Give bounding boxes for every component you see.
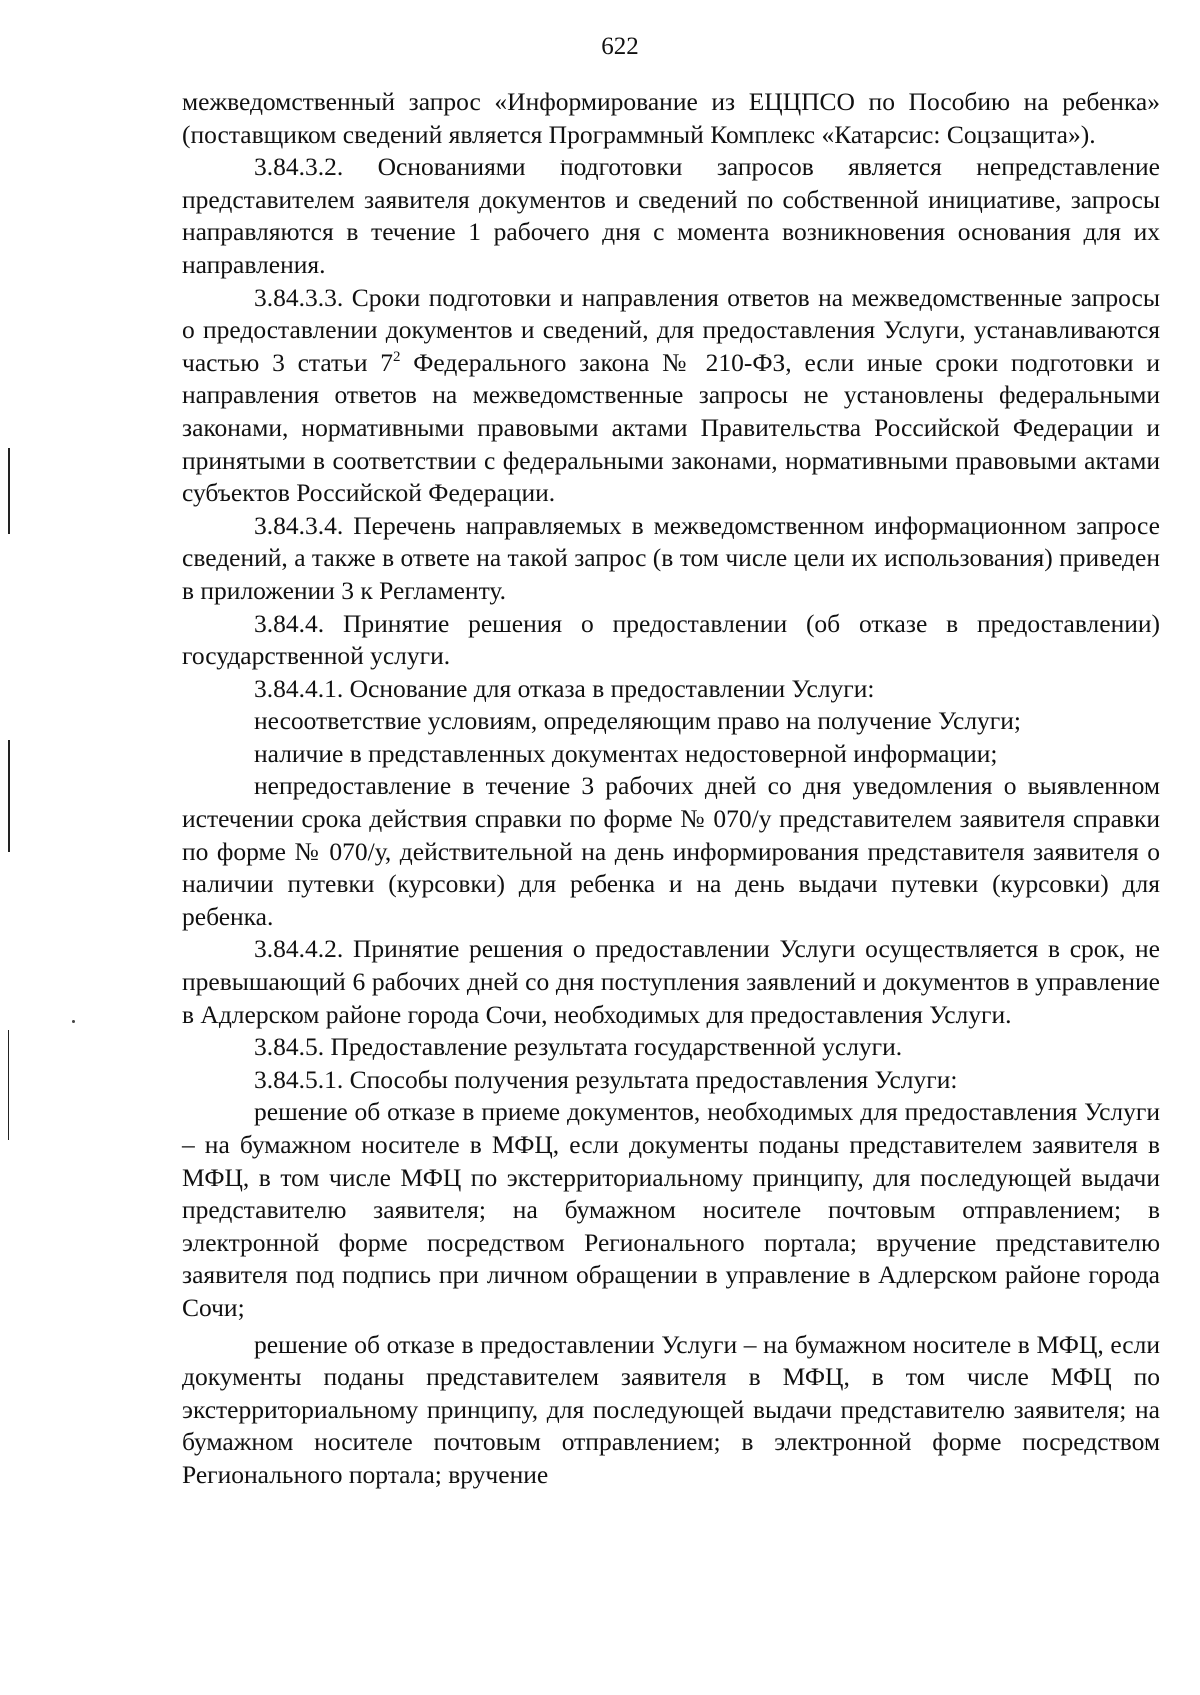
paragraph: 3.84.5.1. Способы получения результата предоставления Услуги: [254,1064,958,1094]
superscript: 2 [393,348,401,365]
scan-dust-dot [72,1020,75,1023]
document-body [182,86,1160,1492]
paragraph: 3.84.4.1. Основание для отказа в предоставлении Услуги: [254,673,875,703]
paragraph [182,282,1160,510]
paragraph-text: 3.84.3.3. Сроки подготовки и направления ответов на межведомственные запросы о предоставлении документов и сведений, для предоставления Услуги, устанавливаются частью 3 статьи 7 [182,282,1160,377]
list-item: наличие в представленных документах недостоверной информации; [254,738,998,768]
scan-margin-mark [8,448,10,534]
paragraph: 3.84.4. Принятие решения о предоставлении (об отказе в предоставлении) государственной услуги. [182,608,1160,671]
list-item: несоответствие условиям, определяющим право на получение Услуги; [254,706,1021,736]
scan-margin-mark [8,740,10,852]
paragraph: 3.84.4.2. Принятие решения о предоставлении Услуги осуществляется в срок, не превышающий 6 рабочих дней со дня поступления заявлений и документов в управление в Адлерском районе города Сочи, необходимых для предоставления Услуги. [182,934,1160,1029]
paragraph-text: Федерального закона № 210-ФЗ, если иные сроки подготовки и направления ответов на межведомственные запросы не установлены федеральными законами, нормативными правовыми актами Правительства Российской Федерации и принятыми в соответствии с федеральными законами, нормативными правовыми актами субъектов Российской Федерации. [182,347,1160,508]
list-item: решение об отказе в приеме документов, необходимых для предоставления Услуги – на бумажном носителе в МФЦ, если документы поданы представителем заявителя в МФЦ, в том числе МФЦ по экстерриториальному принципу, для последующей выдачи представителю заявителя; на бумажном носителе почтовым отправлением; в электронной форме посредством Регионального портала; вручение представителю заявителя под подпись при личном обращении в управление в Адлерском районе города Сочи; [182,1097,1160,1322]
paragraph: 3.84.3.2. Основаниями подготовки запросов является непредставление представителем заявителя документов и сведений по собственной инициативе, запросы направляются в течение 1 рабочего дня с момента возникновения основания для их направления. [182,152,1160,279]
paragraph: 3.84.5. Предоставление результата государственной услуги. [254,1032,903,1062]
list-item: решение об отказе в предоставлении Услуги – на бумажном носителе в МФЦ, если документы поданы представителем заявителя в МФЦ, в том числе МФЦ по экстерриториальному принципу, для последующей выдачи представителю заявителя; на бумажном носителе почтовым отправлением; в электронной форме посредством Регионального портала; вручение [182,1329,1160,1489]
page-number: 622 [601,33,639,60]
scan-margin-mark [8,1030,9,1140]
list-item: непредоставление в течение 3 рабочих дней со дня уведомления о выявленном истечении срока действия справки по форме № 070/у представителем заявителя справки по форме № 070/у, действительной на день информирования представителя заявителя о наличии путевки (курсовки) для ребенка и на день выдачи путевки (курсовки) для ребенка. [182,771,1160,931]
paragraph: межведомственный запрос «Информирование из ЕЦЦПСО по Пособию на ребенка» (поставщиком сведений является Программный Комплекс «Катарсис: Соцзащита»). [182,87,1160,149]
paragraph: 3.84.3.4. Перечень направляемых в межведомственном информационном запросе сведений, а также в ответе на такой запрос (в том числе цели их использования) приведен в приложении 3 к Регламенту. [182,510,1160,605]
